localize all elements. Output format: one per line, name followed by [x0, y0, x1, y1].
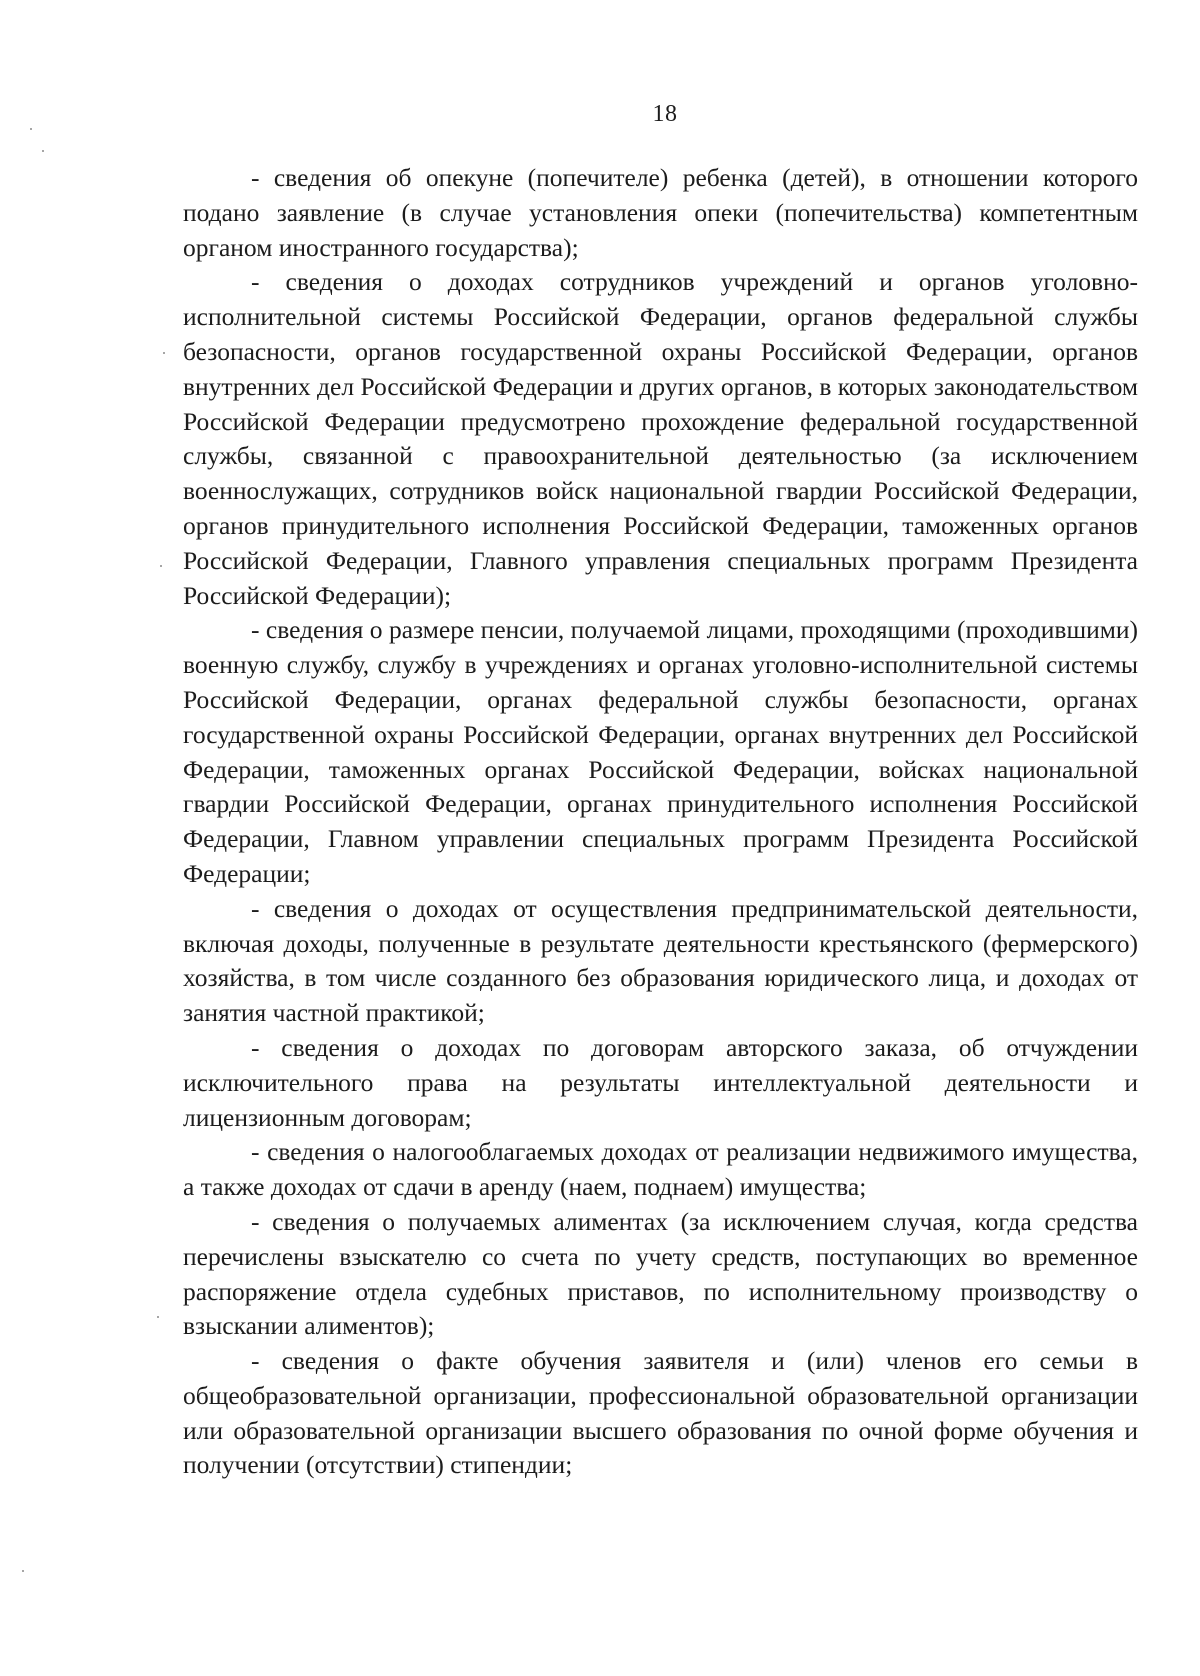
scan-speck [160, 565, 162, 567]
scan-speck [163, 352, 165, 354]
scan-speck [30, 128, 32, 130]
document-body [183, 161, 1138, 1483]
paragraph-law-enforcement-income: - сведения о доходах сотрудников учреждений и органов уголовно-исполнительной системы Российской Федерации, органов федеральной службы безопасности, органов государственной охраны Российской Федерации, органов внутренних дел Российской Федерации и других органов, в которых законодательством Российской Федерации предусмотрено прохождение федеральной государственной службы, связанной с правоохранительной деятельностью (за исключением военнослужащих, сотрудников войск национальной гвардии Российской Федерации, органов принудительного исполнения Российской Федерации, таможенных органов Российской Федерации, Главного управления специальных программ Президента Российской Федерации); [183, 267, 1138, 610]
paragraph-education-info: - сведения о факте обучения заявителя и (или) членов его семьи в общеобразовательной организации, профессиональной образовательной организации или образовательной организации высшего образования по очной форме обучения и получении (отсутствии) стипендии; [183, 1346, 1138, 1480]
paragraph-copyright-income: - сведения о доходах по договорам авторского заказа, об отчуждении исключительного права на результаты интеллектуальной деятельности и лицензионным договорам; [183, 1032, 1138, 1132]
paragraph-pension-info: - сведения о размере пенсии, получаемой лицами, проходящими (проходившими) военную службу, службу в учреждениях и органах уголовно-исполнительной системы Российской Федерации, органах федеральной службы безопасности, органах государственной охраны Российской Федерации, органах внутренних дел Российской Федерации, таможенных органах Российской Федерации, войсках национальной гвардии Российской Федерации, органах принудительного исполнения Российской Федерации, Главном управлении специальных программ Президента Российской Федерации; [183, 615, 1138, 888]
paragraph-alimony-info: - сведения о получаемых алиментах (за исключением случая, когда средства перечислены взыскателю со счета по учету средств, поступающих во временное распоряжение отдела судебных приставов, по исполнительному производству о взыскании алиментов); [183, 1206, 1138, 1341]
scan-speck [42, 150, 44, 152]
scan-speck [22, 1570, 24, 1572]
paragraph-guardian-info: - сведения об опекуне (попечителе) ребенка (детей), в отношении которого подано заявление (в случае установления опеки (попечительства) компетентным органом иностранного государства); [183, 163, 1138, 262]
scan-speck [157, 1316, 159, 1318]
paragraph-entrepreneurial-income: - сведения о доходах от осуществления предпринимательской деятельности, включая доходы, полученные в результате деятельности крестьянского (фермерского) хозяйства, в том числе созданного без образования юридического лица, и доходах от занятия частной практикой; [183, 893, 1138, 1028]
paragraph-real-estate-income: - сведения о налогооблагаемых доходах от реализации недвижимого имущества, а также доходах от сдачи в аренду (наем, поднаем) имущества; [183, 1137, 1138, 1202]
page-number: 18 [652, 101, 678, 127]
